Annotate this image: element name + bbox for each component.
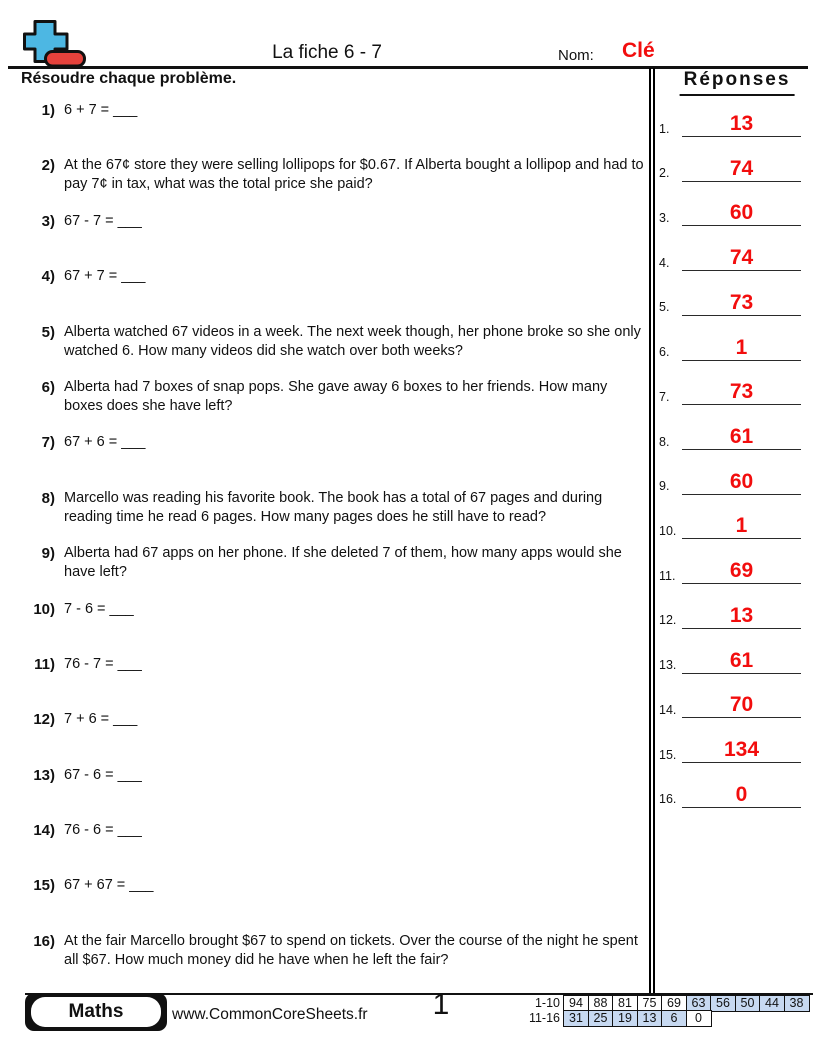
answer-row bbox=[653, 182, 811, 227]
answer-number: 14. bbox=[659, 702, 677, 717]
answer-blank-line bbox=[682, 462, 801, 495]
answer-value: 73 bbox=[729, 380, 754, 404]
answer-value: 1 bbox=[735, 335, 748, 359]
answer-number: 16. bbox=[659, 792, 677, 807]
problem-text: Marcello was reading his favorite book. The book has a total of 67 pages and during reading time he read 6 pages. How many pages does he still have to read? bbox=[64, 489, 603, 525]
answer-number: 7. bbox=[659, 389, 670, 404]
problem-number: 16) bbox=[33, 932, 55, 950]
score-cell: 19 bbox=[612, 1010, 638, 1027]
answer-row bbox=[653, 629, 811, 674]
answer-blank-line bbox=[682, 417, 801, 450]
answer-value: 0 bbox=[735, 782, 748, 806]
answer-number: 2. bbox=[659, 166, 670, 181]
problem-text: 67 + 7 = ___ bbox=[64, 268, 146, 285]
answer-blank-line bbox=[682, 104, 801, 137]
problem-number: 1) bbox=[41, 102, 55, 119]
problem-number: 2) bbox=[41, 157, 55, 175]
answer-value: 74 bbox=[729, 246, 754, 270]
page-title: La fiche 6 - 7 bbox=[272, 42, 382, 63]
answer-value: 13 bbox=[729, 112, 754, 136]
answer-row bbox=[653, 495, 811, 540]
score-cell: 50 bbox=[735, 995, 761, 1012]
subject-badge bbox=[25, 993, 167, 1031]
problem-text: 67 - 7 = ___ bbox=[64, 212, 142, 229]
problem-row bbox=[0, 655, 650, 710]
answer-row bbox=[653, 316, 811, 361]
problem-text: 7 - 6 = ___ bbox=[64, 600, 134, 617]
problem-row bbox=[0, 323, 650, 378]
grading-score-table bbox=[498, 995, 810, 1027]
score-cell: 88 bbox=[588, 995, 614, 1012]
answer-value: 61 bbox=[729, 425, 754, 449]
answer-row bbox=[653, 450, 811, 495]
score-cell: 38 bbox=[784, 995, 810, 1012]
score-cell: 6 bbox=[661, 1010, 687, 1027]
answer-number: 8. bbox=[659, 434, 670, 449]
answer-row bbox=[653, 584, 811, 629]
answer-number: 11. bbox=[659, 568, 676, 583]
problem-row bbox=[0, 489, 650, 544]
problem-number: 12) bbox=[33, 711, 55, 729]
problem-number: 15) bbox=[33, 877, 55, 895]
answer-value: 74 bbox=[729, 156, 754, 180]
score-cell: 25 bbox=[588, 1010, 614, 1027]
plus-minus-logo-icon bbox=[23, 20, 87, 68]
problem-row bbox=[0, 378, 650, 433]
answer-number: 1. bbox=[659, 121, 670, 136]
score-cells bbox=[563, 1010, 712, 1027]
website-text: www.CommonCoreSheets.fr bbox=[172, 1006, 368, 1023]
answer-blank-line bbox=[682, 551, 801, 584]
answer-value: 134 bbox=[723, 738, 760, 762]
score-cell: 94 bbox=[563, 995, 589, 1012]
score-cell: 69 bbox=[661, 995, 687, 1012]
problem-text: 67 - 6 = ___ bbox=[64, 766, 142, 783]
problem-row bbox=[0, 156, 650, 211]
answer-row bbox=[653, 137, 811, 182]
answer-blank-line bbox=[682, 685, 801, 718]
answer-blank-line bbox=[682, 775, 801, 808]
problem-text: 67 + 67 = ___ bbox=[64, 877, 154, 894]
problem-number: 8) bbox=[41, 489, 55, 507]
score-row-label: 1-10 bbox=[534, 996, 560, 1010]
answer-number: 6. bbox=[659, 345, 670, 360]
problem-row bbox=[0, 101, 650, 156]
problem-row bbox=[0, 932, 650, 987]
answer-blank-line bbox=[682, 506, 801, 539]
answers-title: Réponses bbox=[680, 69, 795, 96]
answer-value: 69 bbox=[729, 559, 754, 583]
answer-number: 9. bbox=[659, 479, 670, 494]
problem-number: 6) bbox=[41, 378, 55, 396]
answer-row bbox=[653, 539, 811, 584]
answer-row bbox=[653, 92, 811, 137]
score-cell: 56 bbox=[710, 995, 736, 1012]
problem-row bbox=[0, 766, 650, 821]
problem-number: 11) bbox=[34, 655, 55, 673]
problem-row bbox=[0, 600, 650, 655]
answer-value: 73 bbox=[729, 290, 754, 314]
problem-number: 7) bbox=[41, 434, 55, 452]
answer-row bbox=[653, 718, 811, 763]
problem-row bbox=[0, 433, 650, 488]
answer-blank-line bbox=[682, 238, 801, 271]
answer-number: 13. bbox=[659, 658, 677, 673]
problem-row bbox=[0, 710, 650, 765]
answer-row bbox=[653, 405, 811, 450]
answer-row bbox=[653, 226, 811, 271]
score-cell: 75 bbox=[637, 995, 663, 1012]
problem-row bbox=[0, 544, 650, 599]
score-cell: 63 bbox=[686, 995, 712, 1012]
problem-row bbox=[0, 267, 650, 322]
answer-number: 10. bbox=[659, 523, 677, 538]
name-value-answer-key: Clé bbox=[622, 39, 655, 62]
answer-number: 3. bbox=[659, 210, 670, 225]
answer-blank-line bbox=[682, 372, 801, 405]
instructions: Résoudre chaque problème. bbox=[21, 70, 237, 87]
answer-value: 13 bbox=[729, 603, 754, 627]
score-cell: 44 bbox=[759, 995, 785, 1012]
problem-number: 5) bbox=[41, 323, 55, 341]
problem-text: Alberta watched 67 videos in a week. The next week though, her phone broke so she only watched 6. How many videos did she watch over both weeks? bbox=[64, 323, 641, 359]
problem-number: 13) bbox=[33, 766, 55, 784]
answers-list bbox=[653, 92, 811, 808]
problem-text: Alberta had 7 boxes of snap pops. She gave away 6 boxes to her friends. How many boxes does she have left? bbox=[64, 378, 608, 414]
answer-blank-line bbox=[682, 149, 801, 182]
answer-number: 4. bbox=[659, 255, 670, 270]
answer-value: 60 bbox=[729, 469, 754, 493]
answer-blank-line bbox=[682, 193, 801, 226]
problem-text: At the fair Marcello brought $67 to spend on tickets. Over the course of the night he spent all $67. How much money did he have when he left the fair? bbox=[64, 932, 638, 968]
problem-number: 3) bbox=[41, 212, 55, 230]
score-cell: 81 bbox=[612, 995, 638, 1012]
answer-number: 5. bbox=[659, 300, 670, 315]
answer-value: 61 bbox=[729, 648, 754, 672]
answer-number: 15. bbox=[659, 747, 677, 762]
score-cell: 31 bbox=[563, 1010, 589, 1027]
problem-text: 7 + 6 = ___ bbox=[64, 711, 138, 728]
score-cell: 13 bbox=[637, 1010, 663, 1027]
score-row-11-16 bbox=[498, 1010, 810, 1027]
problems-list bbox=[0, 101, 650, 987]
problem-number: 14) bbox=[33, 822, 55, 840]
problem-number: 9) bbox=[41, 545, 55, 563]
problem-text: 76 - 6 = ___ bbox=[64, 822, 142, 839]
answer-row bbox=[653, 361, 811, 406]
answer-value: 70 bbox=[729, 693, 754, 717]
answer-row bbox=[653, 271, 811, 316]
name-label: Nom: bbox=[558, 47, 594, 64]
problem-text: 6 + 7 = ___ bbox=[64, 102, 138, 118]
answer-blank-line bbox=[682, 328, 801, 361]
answer-blank-line bbox=[682, 730, 801, 763]
answer-blank-line bbox=[682, 641, 801, 674]
answer-value: 60 bbox=[729, 201, 754, 225]
answer-row bbox=[653, 674, 811, 719]
page-number: 1 bbox=[432, 988, 450, 1021]
problem-row bbox=[0, 876, 650, 931]
answer-blank-line bbox=[682, 596, 801, 629]
answer-row bbox=[653, 763, 811, 808]
problem-number: 10) bbox=[33, 600, 55, 618]
answer-value: 1 bbox=[735, 514, 748, 538]
problem-row bbox=[0, 821, 650, 876]
subject-badge-label: Maths bbox=[31, 997, 161, 1027]
problem-text: At the 67¢ store they were selling lollipops for $0.67. If Alberta bought a lollipop and had to pay 7¢ in tax, what was the total price she paid? bbox=[64, 157, 644, 193]
score-row-label: 11-16 bbox=[528, 1011, 560, 1025]
problem-number: 4) bbox=[41, 268, 55, 286]
problem-text: Alberta had 67 apps on her phone. If she deleted 7 of them, how many apps would she have left? bbox=[64, 545, 622, 581]
problem-text: 67 + 6 = ___ bbox=[64, 434, 146, 451]
problem-text: 76 - 7 = ___ bbox=[64, 655, 142, 672]
answer-blank-line bbox=[682, 283, 801, 316]
answer-number: 12. bbox=[659, 613, 677, 628]
problem-row bbox=[0, 212, 650, 267]
score-cell: 0 bbox=[686, 1010, 712, 1027]
